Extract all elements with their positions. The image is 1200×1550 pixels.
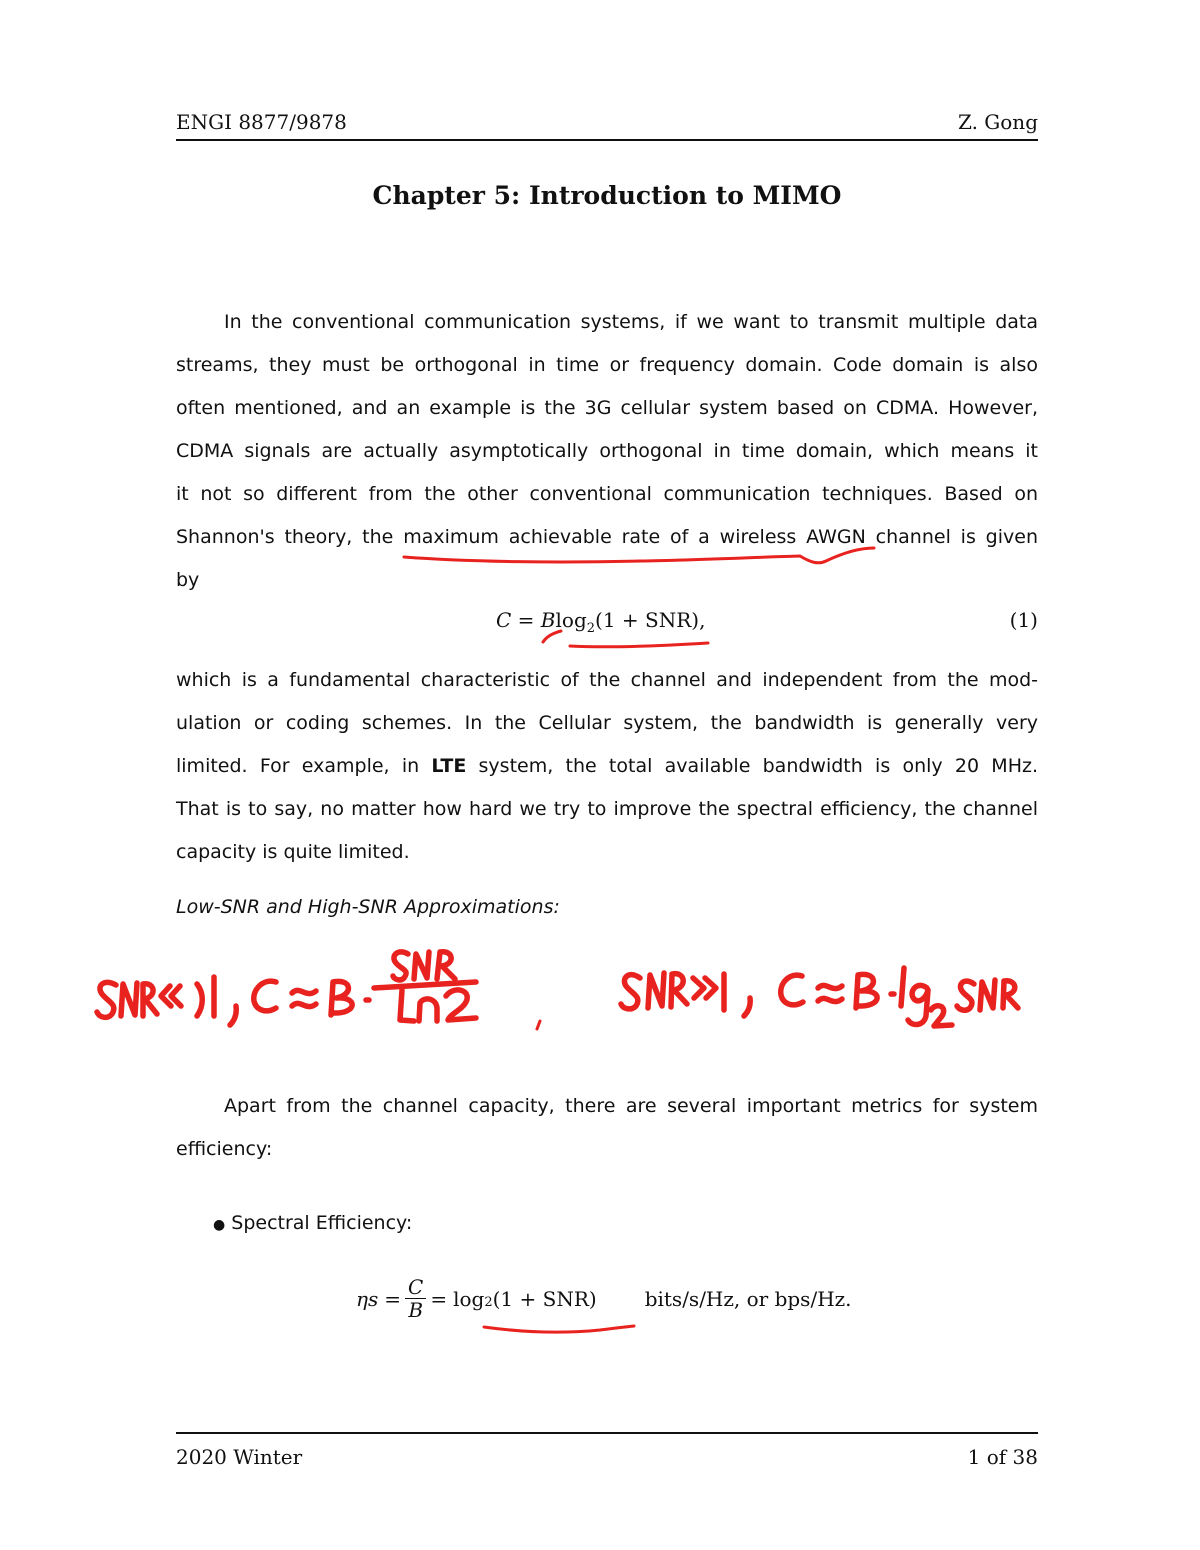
eq1-log-base: 2 — [586, 621, 596, 636]
paragraph-line: often mentioned, and an example is the 3G cellular system based on CDMA. However, — [176, 397, 1038, 419]
paragraph-line: by — [176, 569, 200, 591]
underline-max-rate — [404, 548, 874, 563]
header-author: Z. Gong — [958, 110, 1038, 134]
paragraph-line-lte: limited. For example, in LTE system, the total available bandwidth is only 20 MHz. — [176, 755, 1038, 777]
eq2-denominator: B — [408, 1298, 424, 1322]
footer-page-number: 1 of 38 — [967, 1445, 1038, 1469]
eq1-lhs: C — [496, 608, 512, 632]
paragraph-line: streams, they must be orthogonal in time or frequency domain. Code domain is also — [176, 354, 1038, 376]
eq2-log-base: 2 — [484, 1295, 493, 1310]
eq2-lhs: ηs — [356, 1286, 379, 1311]
paragraph-line: CDMA signals are actually asymptotically orthogonal in time domain, which means it — [176, 440, 1038, 462]
underline-spectral-log — [484, 1326, 634, 1332]
handwritten-high-snr — [621, 968, 1018, 1026]
eq2-numerator: C — [405, 1276, 426, 1299]
paragraph-line: capacity is quite limited. — [176, 841, 410, 863]
eq2-units: bits/s/Hz, or bps/Hz. — [644, 1286, 852, 1311]
eq1-log: log — [555, 608, 587, 632]
equation-number: (1) — [1009, 608, 1038, 632]
eq1-argument: (1 + SNR), — [595, 608, 706, 632]
handwritten-low-snr — [97, 952, 540, 1029]
paragraph-line: which is a fundamental characteristic of the channel and independent from the mod- — [176, 669, 1038, 691]
lte-term: LTE — [431, 755, 467, 777]
footer-term: 2020 Winter — [176, 1445, 303, 1469]
bullet-label: Spectral Efficiency: — [231, 1212, 413, 1234]
bullet-icon: ● — [213, 1217, 226, 1233]
eq2-equals: = — [384, 1286, 402, 1311]
header-course: ENGI 8877/9878 — [176, 110, 347, 134]
paragraph-line: ulation or coding schemes. In the Cellular system, the bandwidth is generally very — [176, 712, 1038, 734]
paragraph-line: In the conventional communication systems, if we want to transmit multiple data — [224, 311, 1038, 333]
eq1-equals: = — [517, 608, 535, 632]
eq2-log: log — [453, 1286, 485, 1311]
section-heading-approximations: Low-SNR and High-SNR Approximations: — [176, 896, 560, 918]
paragraph-line: it not so different from the other conventional communication techniques. Based on — [176, 483, 1038, 505]
page-title: Chapter 5: Introduction to MIMO — [372, 181, 842, 210]
underline-log-term — [570, 643, 708, 647]
eq2-equals-2: = — [430, 1286, 448, 1311]
paragraph-line: efficiency: — [176, 1138, 273, 1160]
paragraph-line: That is to say, no matter how hard we try to improve the spectral efficiency, the channel — [176, 798, 1038, 820]
tick-bandwidth — [543, 631, 561, 642]
paragraph-line: Apart from the channel capacity, there are several important metrics for system — [224, 1095, 1038, 1117]
eq1-bandwidth: B — [540, 608, 556, 632]
eq2-argument: (1 + SNR) — [492, 1286, 597, 1311]
paragraph-line: Shannon's theory, the maximum achievable rate of a wireless AWGN channel is given — [176, 526, 1038, 548]
